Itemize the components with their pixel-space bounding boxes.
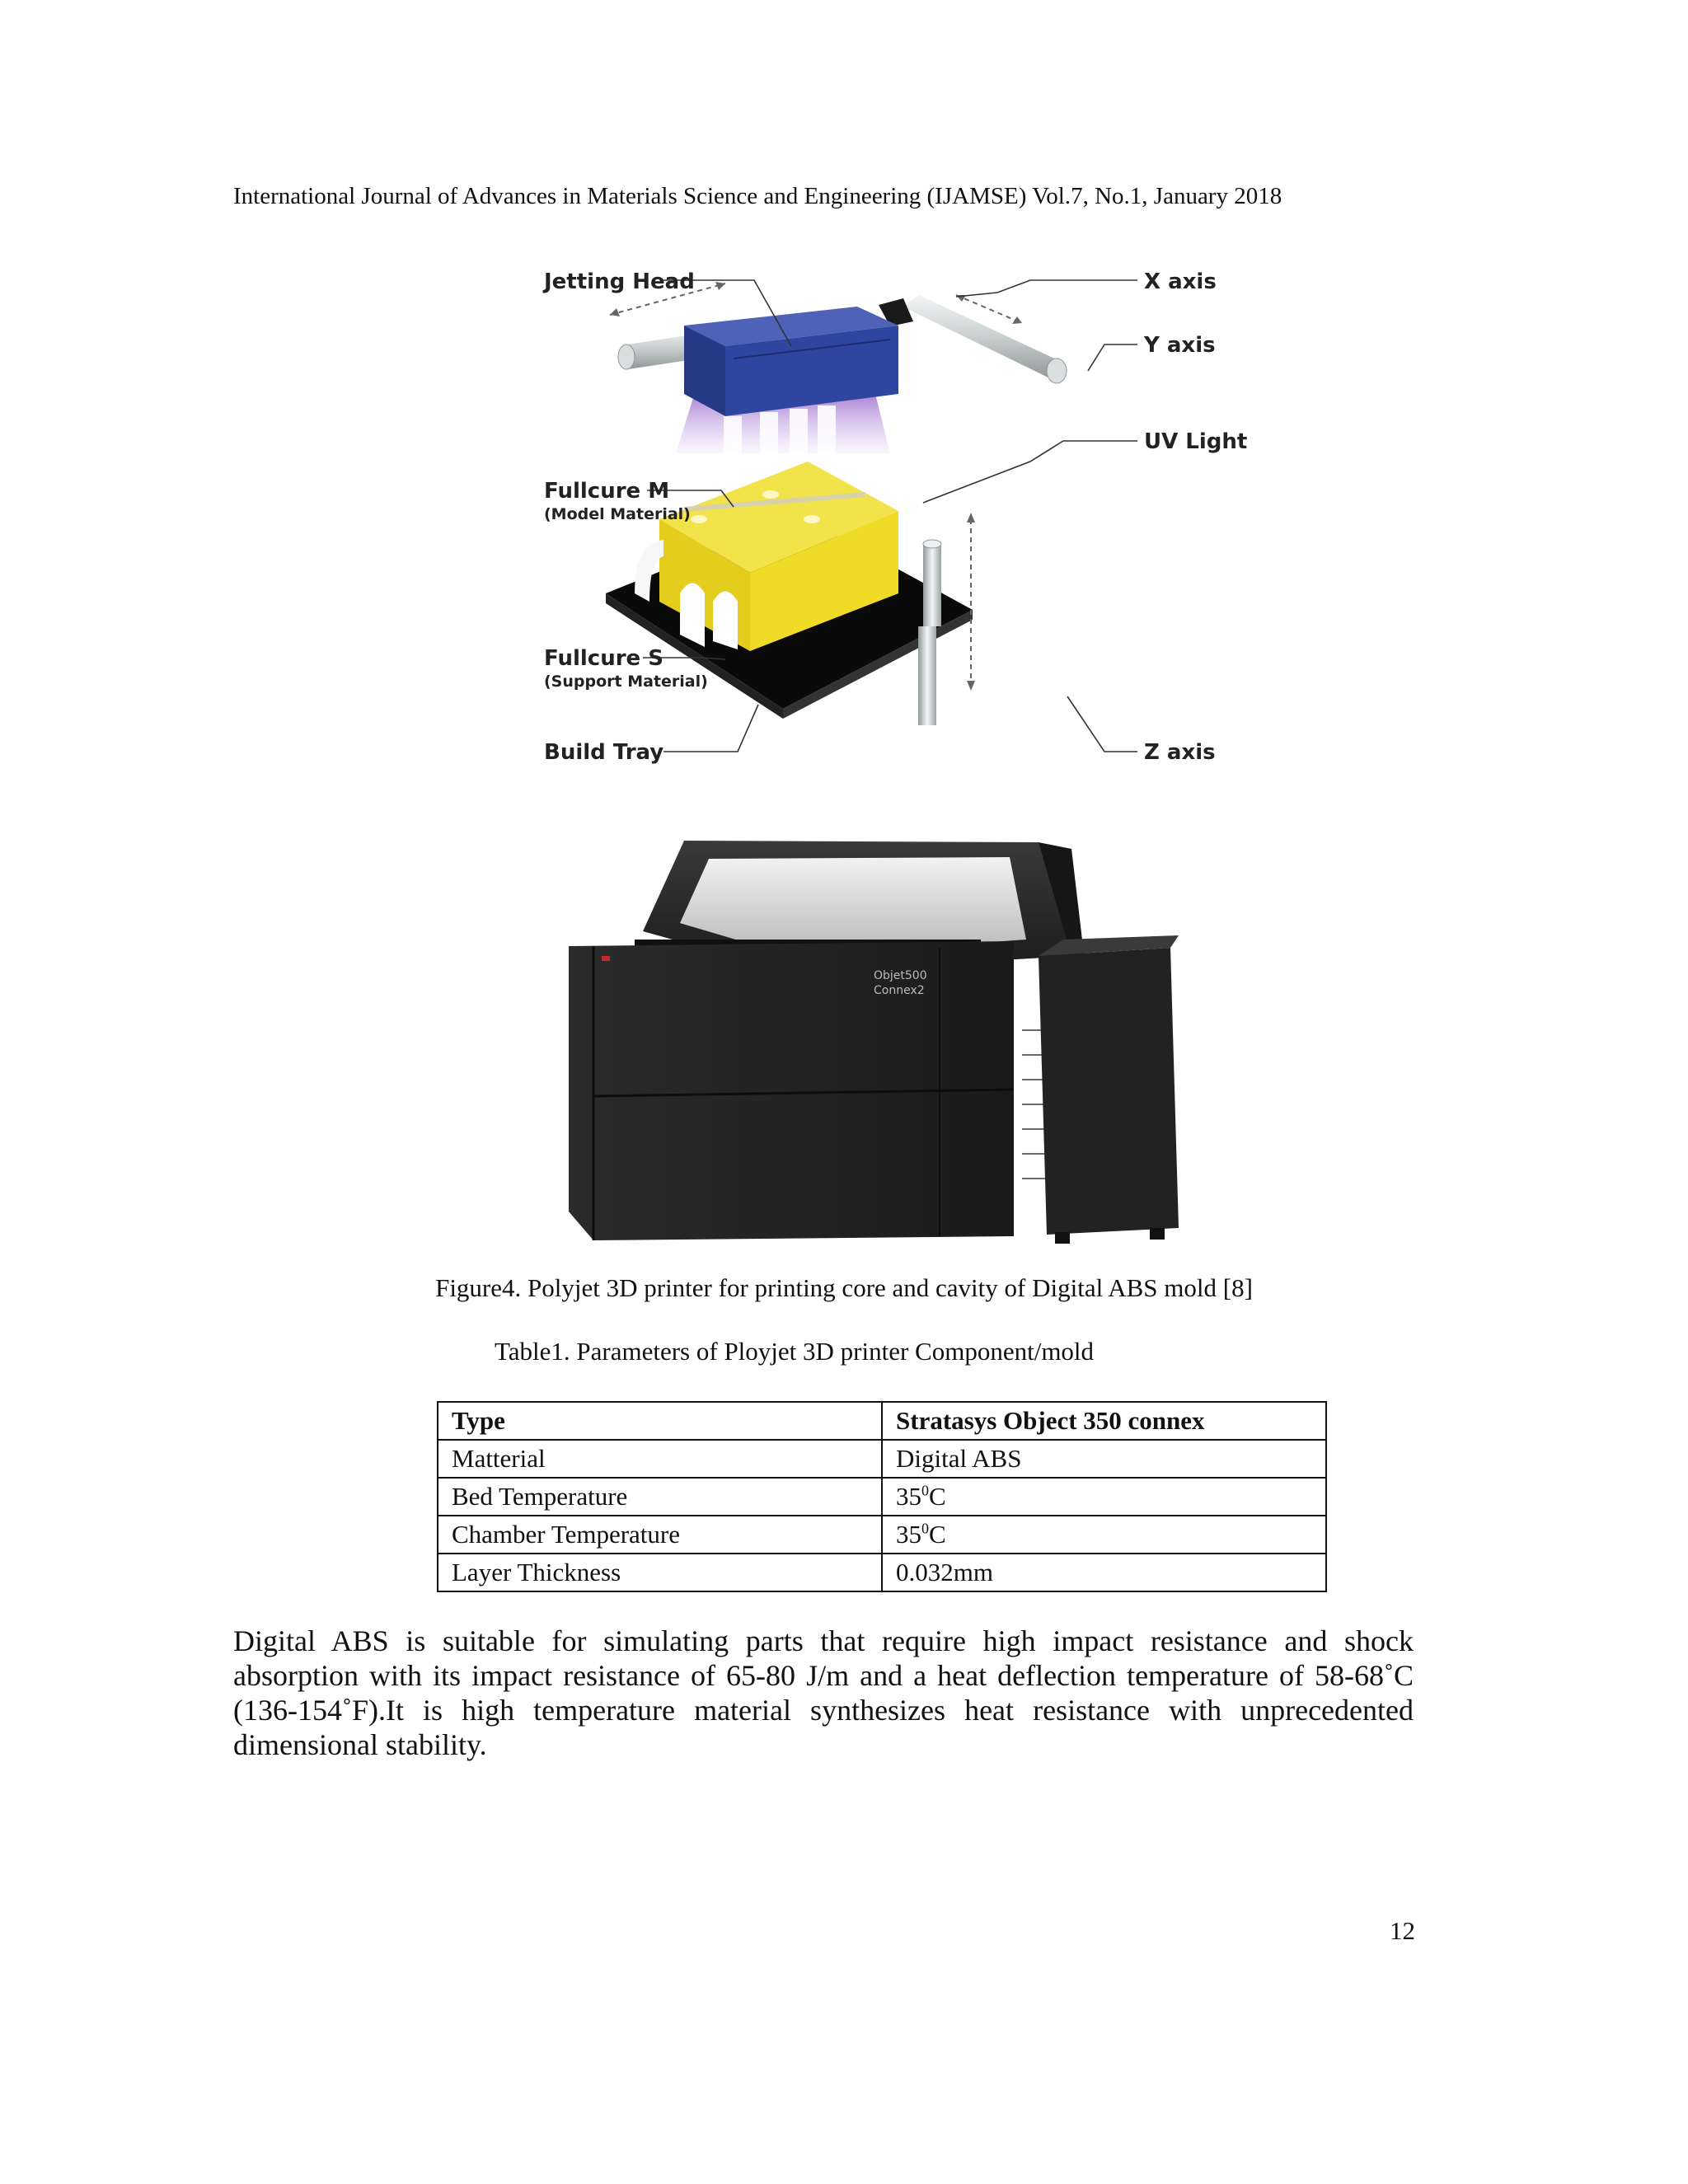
page-number: 12: [1390, 1916, 1415, 1945]
table-title: Table1. Parameters of Ployjet 3D printer Component/mold: [495, 1337, 1095, 1366]
label-uv-light: UV Light: [1144, 429, 1248, 454]
running-header: International Journal of Advances in Materials Science and Engineering (IJAMSE) Vol.7, No.1, January 2018: [233, 183, 1282, 209]
label-fullcure-m: Fullcure M: [544, 479, 670, 504]
label-build-tray: Build Tray: [544, 740, 664, 765]
table-cell-label: Chamber Temperature: [438, 1516, 882, 1554]
body-paragraph: Digital ABS is suitable for simulating parts that require high impact resistance and shock absorption with its impact resistance of 65-80 J/m and a heat deflection temperature of 58-68˚C (136-154˚F).It is high temperature material synthesizes heat resistance with unprecedented dimensional stability.: [233, 1624, 1414, 1761]
table-row: [438, 1554, 1326, 1591]
machine-model-text: Objet500: [874, 969, 927, 982]
label-z-axis: Z axis: [1144, 740, 1216, 765]
parameters-table: [437, 1401, 1327, 1592]
printer-body: [569, 941, 1071, 1240]
table-cell-value: [882, 1516, 1326, 1554]
table-cell-label: Matterial: [438, 1440, 882, 1478]
table-cell-value: 0.032mm: [882, 1554, 1326, 1591]
label-x-axis: X axis: [1144, 269, 1217, 294]
value-unit: C: [929, 1519, 946, 1549]
figure-caption: Figure4. Polyjet 3D printer for printing core and cavity of Digital ABS mold [8]: [435, 1273, 1253, 1302]
value-superscript: 0: [921, 1482, 929, 1499]
table-header-cell: Type: [438, 1402, 882, 1440]
label-fullcure-s: Fullcure S: [544, 646, 663, 671]
table-row: [438, 1516, 1326, 1554]
printer-photo: [544, 824, 1179, 1253]
table-cell-value: Digital ABS: [882, 1440, 1326, 1478]
y-axis-rod: [879, 295, 1067, 383]
table-header-cell: Stratasys Object 350 connex: [882, 1402, 1326, 1440]
value-unit: C: [929, 1481, 946, 1511]
machine-series-text: Connex2: [874, 984, 925, 997]
label-support-material: (Support Material): [544, 673, 708, 691]
label-jetting-head: Jetting Head: [544, 269, 695, 294]
table-cell-label: Bed Temperature: [438, 1478, 882, 1516]
table-cell-label: Layer Thickness: [438, 1554, 882, 1591]
material-cabinet: [1039, 935, 1179, 1244]
label-model-material: (Model Material): [544, 505, 691, 523]
table-row: [438, 1478, 1326, 1516]
value-number: 35: [896, 1519, 921, 1549]
table-header-row: [438, 1402, 1326, 1440]
label-y-axis: Y axis: [1144, 333, 1216, 358]
table-cell-value: [882, 1478, 1326, 1516]
value-superscript: 0: [921, 1520, 929, 1537]
polyjet-diagram: [528, 247, 1248, 791]
value-number: 35: [896, 1481, 921, 1511]
table-row: [438, 1440, 1326, 1478]
